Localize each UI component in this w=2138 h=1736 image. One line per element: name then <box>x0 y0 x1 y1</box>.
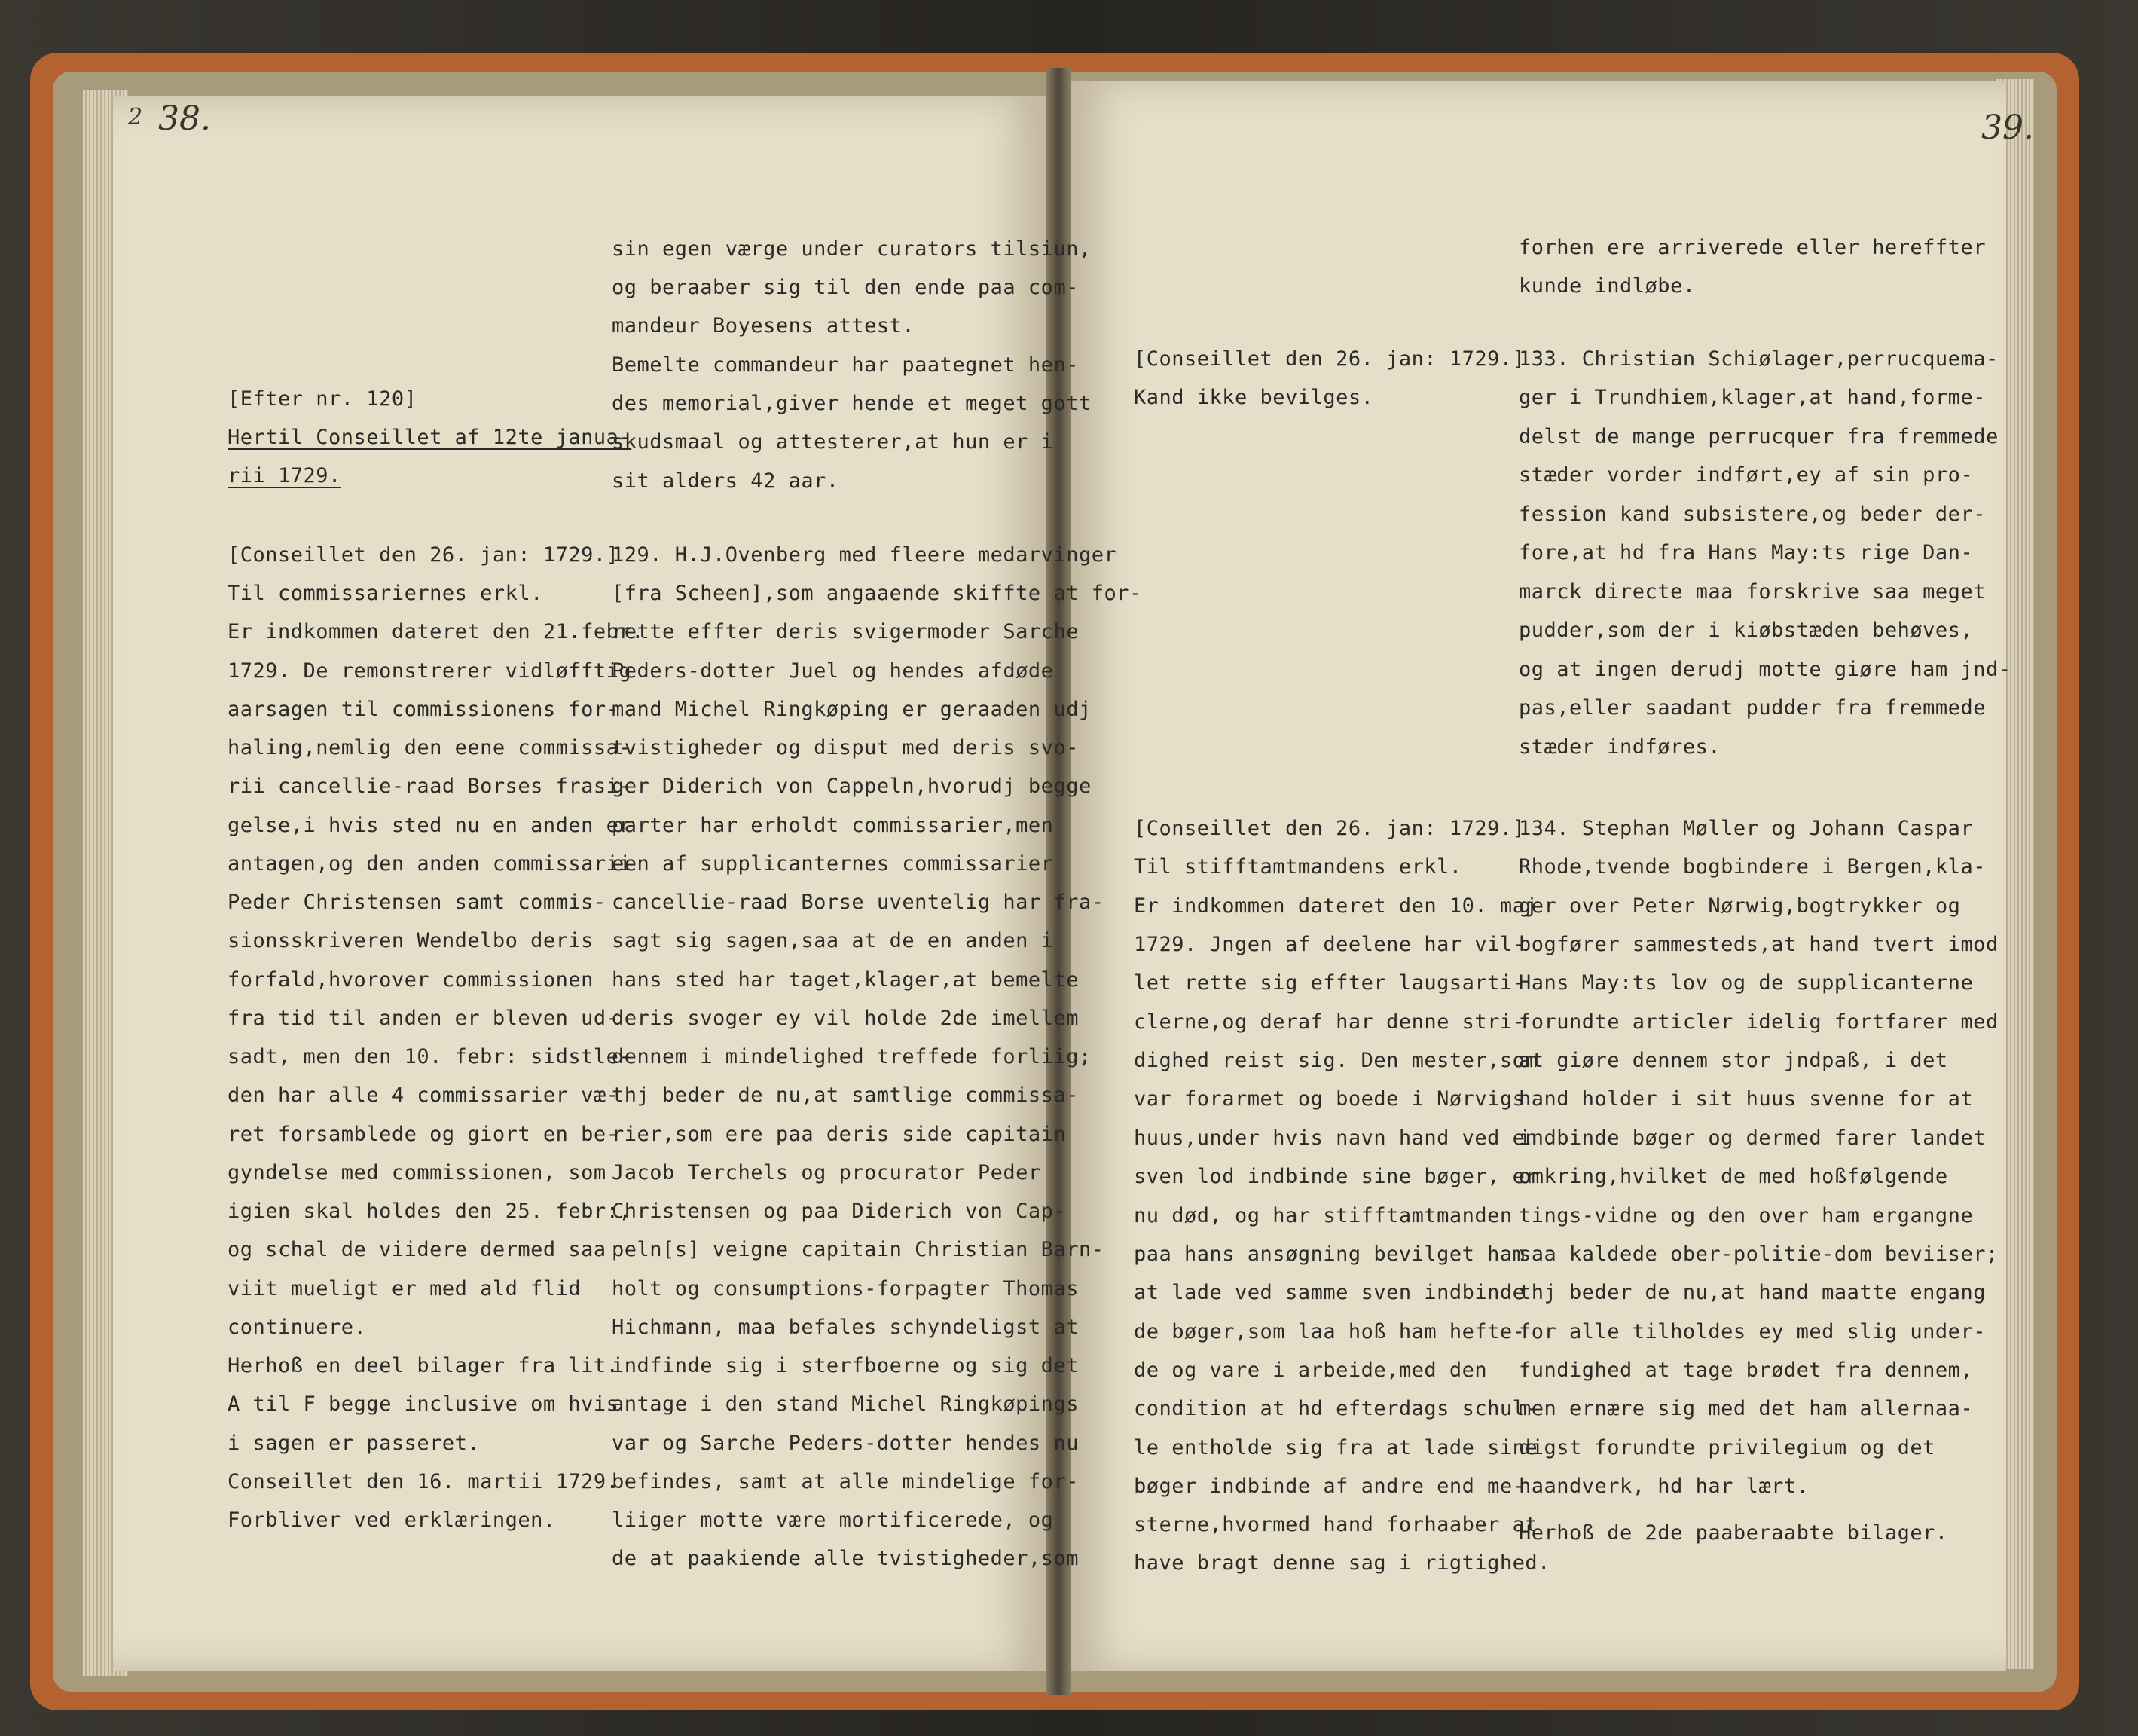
left-text-line: Peder Christensen samt commis- <box>228 891 606 914</box>
right-page-text-line: digst forundte privilegium og det <box>1519 1436 1935 1459</box>
left-text-line: i sagen er passeret. <box>228 1432 481 1455</box>
right-page-text-line: fore,at hd fra Hans May:ts rige Dan- <box>1519 541 1974 564</box>
left-text-line: den har alle 4 commissarier væ- <box>228 1083 619 1107</box>
right-page-text-line: dighed reist sig. Den mester,som <box>1134 1049 1538 1072</box>
right-page-text-line: le entholde sig fra at lade sine <box>1134 1436 1538 1459</box>
right-page-text-line: for alle tilholdes ey med slig under- <box>1519 1320 1986 1343</box>
left-text-line: antagen,og den anden commissarii <box>228 852 632 876</box>
left-text-line: igien skal holdes den 25. febr:, <box>228 1200 632 1223</box>
left-page-text-line: Bemelte commandeur har paategnet hen- <box>612 353 1079 377</box>
right-page-text-line: Kand ikke bevilges. <box>1134 386 1374 409</box>
left-page-text-line: holt og consumptions-forpagter Thomas <box>612 1277 1079 1300</box>
right-page-text-line: at giøre dennem stor jndpaß, i det <box>1519 1049 1948 1072</box>
left-text-line: 1729. De remonstrerer vidløfftig <box>228 659 632 683</box>
left-text-line: Til commissariernes erkl. <box>228 582 543 605</box>
left-page-text-line: antage i den stand Michel Ringkøpings <box>612 1392 1079 1416</box>
margin-mark: 2 <box>128 104 143 130</box>
case-129-heading: 129. H.J.Ovenberg med fleere medarvinger <box>612 543 1117 567</box>
right-page-text-line: at lade ved samme sven indbinde <box>1134 1281 1526 1304</box>
left-page-text-line: cancellie-raad Borse uventelig har fra- <box>612 891 1104 914</box>
case-133-heading: 133. Christian Schiølager,perrucquema- <box>1519 347 1999 371</box>
right-page-text-line: Rhode,tvende bogbindere i Bergen,kla- <box>1519 855 1986 879</box>
left-text-line: ret forsamblede og giort en be- <box>228 1123 619 1146</box>
left-page-text-line: een af supplicanternes commissarier <box>612 852 1054 876</box>
left-note-line: Hertil Conseillet af 12te janua- <box>228 426 632 449</box>
page-number-left: 38. <box>158 99 211 138</box>
left-page-text-line: indfinde sig i sterfboerne og sig det <box>612 1354 1079 1377</box>
right-page-text-line: bøger indbinde af andre end me- <box>1134 1475 1526 1498</box>
left-text-line: forfald,hvorover commissionen <box>228 968 594 992</box>
left-page-text-line: og beraaber sig til den ende paa com- <box>612 276 1079 299</box>
left-page-text-line: Hichmann, maa befales schyndeligst at <box>612 1316 1079 1339</box>
left-text-line: sadt, men den 10. febr: sidstle- <box>228 1045 632 1068</box>
left-page-text-line: var og Sarche Peders-dotter hendes nu <box>612 1432 1079 1455</box>
left-page-text-line: peln[s] veigne capitain Christian Barn- <box>612 1238 1104 1261</box>
right-page-text-line: have bragt denne sag i rigtighed. <box>1134 1551 1550 1575</box>
right-page-text-line: [Conseillet den 26. jan: 1729.] <box>1134 817 1526 840</box>
left-page-text-line: hans sted har taget,klager,at bemelte <box>612 968 1079 992</box>
right-page-text-line: pudder,som der i kiøbstæden behøves, <box>1519 619 1974 642</box>
left-page-text-line: tvistigheder og disput med deris svo- <box>612 736 1079 760</box>
left-text-line: Forbliver ved erklæringen. <box>228 1508 556 1532</box>
right-page-text-line: paa hans ansøgning bevilget ham <box>1134 1242 1526 1266</box>
left-text-line: viit mueligt er med ald flid <box>228 1277 582 1300</box>
right-page-text-line: Til stifftamtmandens erkl. <box>1134 855 1462 879</box>
left-text-line: Herhoß en deel bilager fra lit. <box>228 1354 619 1377</box>
right-page-text-line: let rette sig effter laugsarti- <box>1134 971 1526 995</box>
left-note-line: rii 1729. <box>228 464 341 487</box>
right-page-text-line: delst de mange perrucquer fra fremmede <box>1519 425 1999 448</box>
right-page-text-line: indbinde bøger og dermed farer landet <box>1519 1126 1986 1150</box>
right-page-text-line: kunde indløbe. <box>1519 274 1696 298</box>
left-text-line: sionsskriveren Wendelbo deris <box>228 929 594 952</box>
right-page-text-line: nu død, og har stifftamtmanden <box>1134 1204 1513 1227</box>
left-page-text-line: Jacob Terchels og procurator Peder <box>612 1161 1041 1184</box>
left-text-line: fra tid til anden er bleven ud- <box>228 1007 619 1030</box>
left-page-text-line: rier,som ere paa deris side capitain <box>612 1123 1067 1146</box>
left-page-text-line: skudsmaal og attesterer,at hun er i <box>612 430 1054 454</box>
right-page-text-line: stæder vorder indført,ey af sin pro- <box>1519 463 1974 487</box>
left-text-line: gyndelse med commissionen, som <box>228 1161 606 1184</box>
page-number-right: 39. <box>1981 108 2034 147</box>
left-text-line: gelse,i hvis sted nu en anden er <box>228 814 632 837</box>
left-page-text-line: de at paakiende alle tvistigheder,som <box>612 1547 1079 1570</box>
left-text-line: A til F begge inclusive om hvis <box>228 1392 619 1416</box>
left-page-text-line: Christensen og paa Diderich von Cap- <box>612 1200 1067 1223</box>
right-page-text-line: ger over Peter Nørwig,bogtrykker og <box>1519 894 1961 918</box>
right-page-text-line: tings-vidne og den over ham ergangne <box>1519 1204 1974 1227</box>
left-page-text-line: mandeur Boyesens attest. <box>612 314 915 338</box>
left-page-text-line: deris svoger ey vil holde 2de imellem <box>612 1007 1079 1030</box>
right-page-text-line: Er indkommen dateret den 10. maj <box>1134 894 1538 918</box>
right-page-text-line: hand holder i sit huus svenne for at <box>1519 1087 1974 1111</box>
right-page-text-line: og at ingen derudj motte giøre ham jnd- <box>1519 658 2011 681</box>
right-page-text-line: fundighed at tage brødet fra dennem, <box>1519 1359 1974 1382</box>
right-page-text-line: forhen ere arriverede eller hereffter <box>1519 236 1986 259</box>
right-page-text-line: haandverk, hd har lært. <box>1519 1475 1810 1498</box>
case-134-heading: 134. Stephan Møller og Johann Caspar <box>1519 817 1974 840</box>
right-page-text-line: sven lod indbinde sine bøger, er <box>1134 1165 1538 1188</box>
left-page-text-line: thj beder de nu,at samtlige commissa- <box>612 1083 1079 1107</box>
right-page-text-line: pas,eller saadant pudder fra fremmede <box>1519 696 1986 720</box>
left-page-text-line: parter har erholdt commissarier,men <box>612 814 1054 837</box>
right-page-text-line: thj beder de nu,at hand maatte engang <box>1519 1281 1986 1304</box>
left-page-text-line: befindes, samt at alle mindelige for- <box>612 1470 1079 1493</box>
right-page-text-line: men ernære sig med det ham allernaa- <box>1519 1397 1974 1420</box>
left-page-text-line: Peders-dotter Juel og hendes afdøde <box>612 659 1054 683</box>
right-page-text-line: saa kaldede ober-politie-dom beviiser; <box>1519 1242 1999 1266</box>
left-text-line: continuere. <box>228 1316 367 1339</box>
right-page-text-line: Hans May:ts lov og de supplicanterne <box>1519 971 1974 995</box>
left-text-line: og schal de viidere dermed saa <box>228 1238 606 1261</box>
left-page-text-line: sagt sig sagen,saa at de en anden i <box>612 929 1054 952</box>
right-page-text-line: sterne,hvormed hand forhaaber at <box>1134 1513 1538 1536</box>
left-page-text-line: [fra Scheen],som angaaende skiffte at for- <box>612 582 1142 605</box>
left-page-text-line: des memorial,giver hende et meget gott <box>612 392 1092 415</box>
left-text-line: haling,nemlig den eene commissa- <box>228 736 632 760</box>
right-page-text-line: clerne,og deraf har denne stri- <box>1134 1010 1526 1034</box>
right-page-text-line: stæder indføres. <box>1519 735 1721 759</box>
right-page-text-line: 1729. Jngen af deelene har vil- <box>1134 933 1526 956</box>
right-page-text-line: Herhoß de 2de paaberaabte bilager. <box>1519 1521 1948 1545</box>
left-page-text-line: mand Michel Ringkøping er geraaden udj <box>612 698 1092 721</box>
right-page-text-line: de og vare i arbeide,med den <box>1134 1359 1488 1382</box>
right-page-text-line: var forarmet og boede i Nørvigs <box>1134 1087 1526 1111</box>
right-page-text-line: omkring,hvilket de med hoßfølgende <box>1519 1165 1948 1188</box>
right-page-text-line: forundte articler idelig fortfarer med <box>1519 1010 1999 1034</box>
left-text-line: aarsagen til commissionens for- <box>228 698 619 721</box>
right-page-text-line: huus,under hvis navn hand ved en <box>1134 1126 1538 1150</box>
left-text-line: [Conseillet den 26. jan: 1729.] <box>228 543 619 567</box>
right-page-text-line: fession kand subsistere,og beder der- <box>1519 503 1986 526</box>
right-page-text-line: [Conseillet den 26. jan: 1729.] <box>1134 347 1526 371</box>
left-text-line: Er indkommen dateret den 21.febr. <box>228 620 644 643</box>
left-note-ref: [Efter nr. 120] <box>228 387 417 411</box>
right-page-text-line: marck directe maa forskrive saa meget <box>1519 580 1986 604</box>
right-page-text-line: bogfører sammesteds,at hand tvert imod <box>1519 933 1999 956</box>
left-page-text-line: dennem i mindelighed treffede forliig; <box>612 1045 1092 1068</box>
right-page-text-line: condition at hd efterdags schul- <box>1134 1397 1538 1420</box>
left-page-text-line: rette effter deris svigermoder Sarche <box>612 620 1079 643</box>
right-page-text-line: ger i Trundhiem,klager,at hand,forme- <box>1519 386 1986 409</box>
left-text-line: Conseillet den 16. martii 1729. <box>228 1470 619 1493</box>
left-page-text-line: sin egen værge under curators tilsiun, <box>612 237 1092 261</box>
right-page-text-line: de bøger,som laa hoß ham hefte- <box>1134 1320 1526 1343</box>
left-page-text-line: sit alders 42 aar. <box>612 469 839 493</box>
left-page-text-line: ger Diderich von Cappeln,hvorudj begge <box>612 775 1092 798</box>
left-text-line: rii cancellie-raad Borses frasi- <box>228 775 632 798</box>
left-page-text-line: liiger motte være mortificerede, og <box>612 1508 1054 1532</box>
